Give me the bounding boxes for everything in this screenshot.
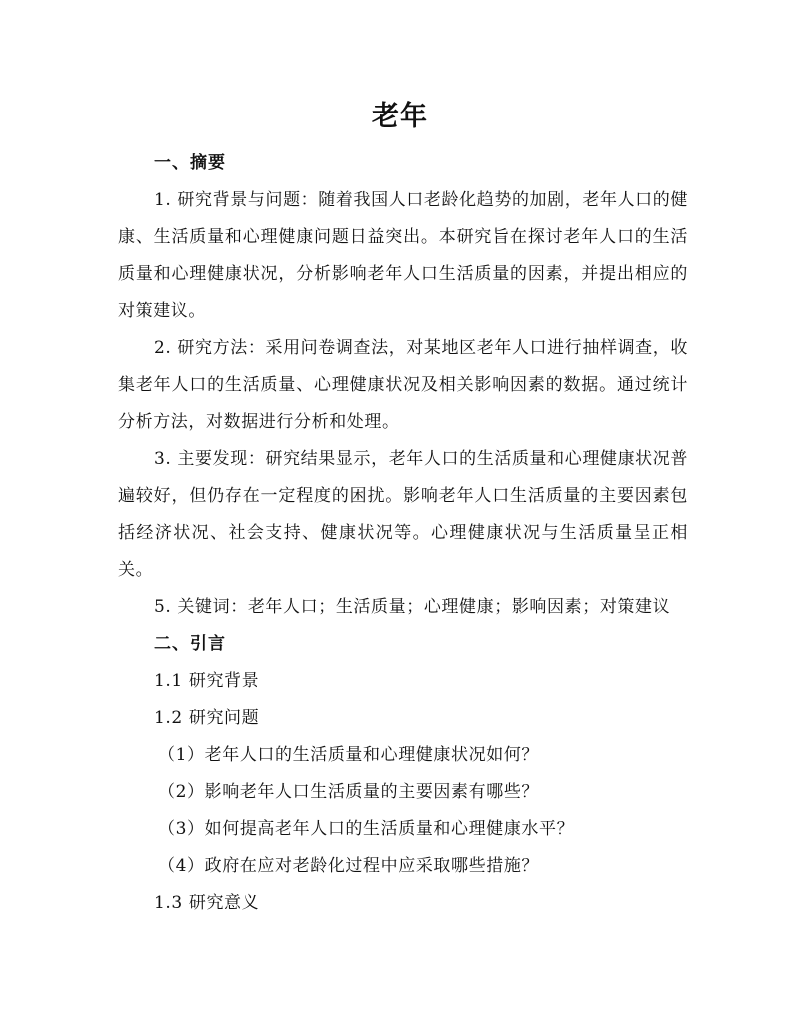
research-question-3: （3）如何提高老年人口的生活质量和心理健康水平？ [158,819,575,839]
document-body [118,145,688,922]
research-question-2: （2）影响老年人口生活质量的主要因素有哪些？ [158,782,540,802]
abstract-paragraph-methods: 2. 研究方法：采用问卷调查法，对某地区老年人口进行抽样调查，收集老年人口的生活质量、心理健康状况及相关影响因素的数据。通过统计分析方法，对数据进行分析和处理。 [118,338,688,432]
section-heading-abstract: 一、摘要 [154,153,226,173]
subsection-research-background: 1.1 研究背景 [154,671,260,691]
subsection-research-significance: 1.3 研究意义 [154,893,260,913]
section-heading-introduction: 二、引言 [154,634,226,654]
subsection-research-questions: 1.2 研究问题 [154,708,260,728]
document-title: 老年 [372,101,428,132]
abstract-paragraph-keywords: 5. 关键词：老年人口；生活质量；心理健康；影响因素；对策建议 [154,597,671,617]
abstract-paragraph-background: 1. 研究背景与问题：随着我国人口老龄化趋势的加剧，老年人口的健康、生活质量和心理健康问题日益突出。本研究旨在探讨老年人口的生活质量和心理健康状况，分析影响老年人口生活质量的因素，并提出相应的对策建议。 [118,190,688,321]
research-question-1: （1）老年人口的生活质量和心理健康状况如何？ [158,745,540,765]
research-question-4: （4）政府在应对老龄化过程中应采取哪些措施？ [158,856,540,876]
abstract-paragraph-findings: 3. 主要发现：研究结果显示，老年人口的生活质量和心理健康状况普遍较好，但仍存在一定程度的困扰。影响老年人口生活质量的主要因素包括经济状况、社会支持、健康状况等。心理健康状况与生活质量呈正相关。 [118,449,688,580]
